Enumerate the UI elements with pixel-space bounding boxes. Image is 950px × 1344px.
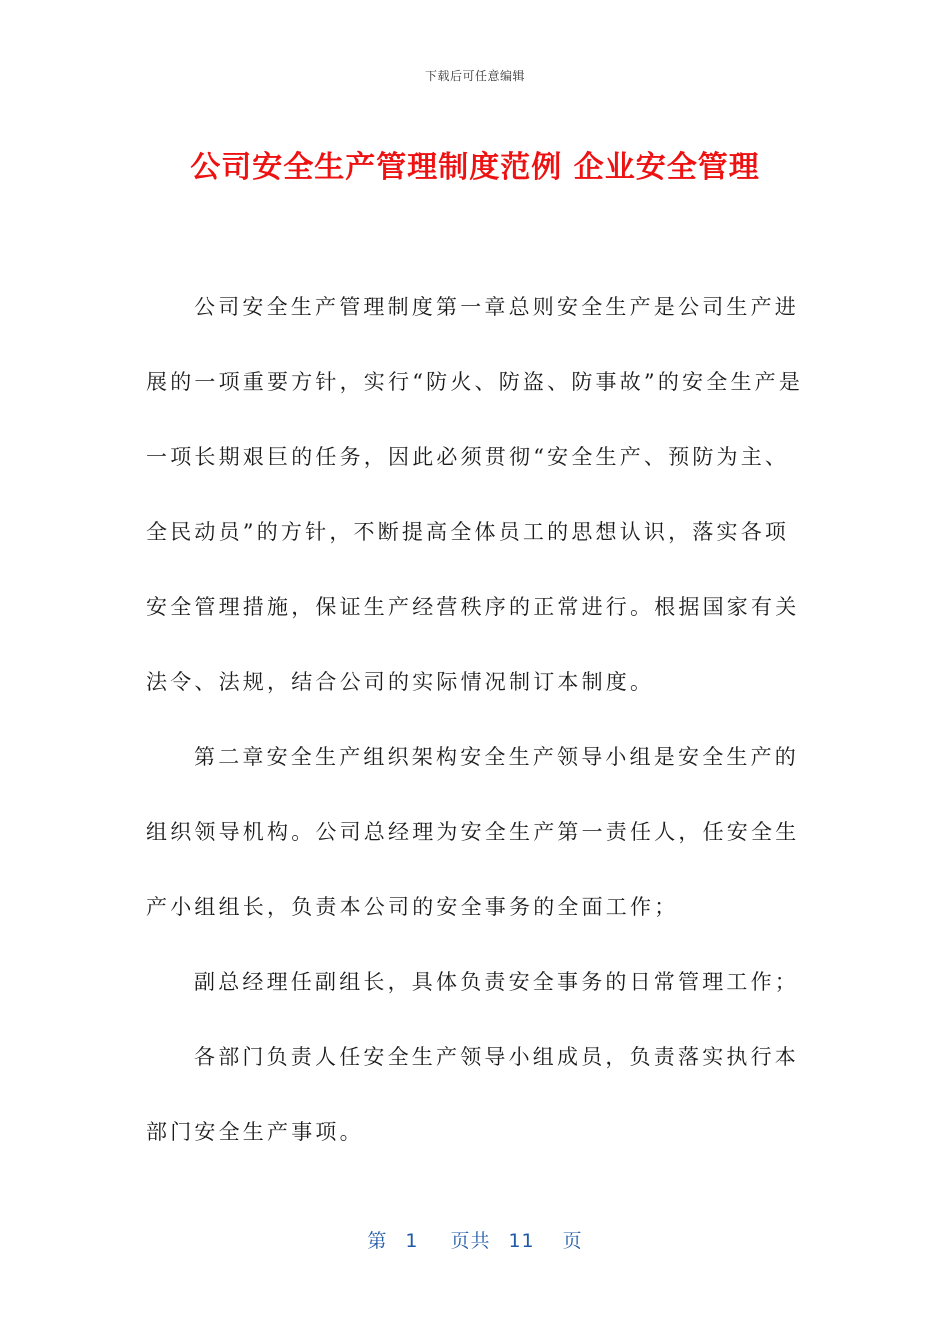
- header-note: 下载后可任意编辑: [424, 69, 525, 83]
- page-current-number: 1: [405, 1230, 419, 1252]
- paragraph: 副总经理任副组长，具体负责安全事务的日常管理工作；: [194, 970, 799, 994]
- document-title: 公司安全生产管理制度范例 企业安全管理: [190, 150, 760, 185]
- page-total-number: 11: [508, 1230, 535, 1252]
- page-middle-text: 页共: [450, 1230, 491, 1252]
- paragraph: 公司安全生产管理制度第一章总则安全生产是公司生产进展的一项重要方针，实行“防火、防盗、防事故”的安全生产是一项长期艰巨的任务，因此必须贯彻“安全生产、预防为主、全民动员”的方针，不断提高全体员工的思想认识，落实各项安全管理措施，保证生产经营秩序的正常进行。根据国家有关法令、法规，结合公司的实际情况制订本制度。: [146, 295, 804, 694]
- paragraph: 第二章安全生产组织架构安全生产领导小组是安全生产的组织领导机构。公司总经理为安全生产第一责任人，任安全生产小组组长，负责本公司的安全事务的全面工作；: [146, 745, 800, 919]
- page-footer: [0, 1226, 950, 1253]
- page-suffix: 页: [562, 1230, 583, 1252]
- paragraph: 各部门负责人任安全生产领导小组成员，负责落实执行本部门安全生产事项。: [146, 1045, 799, 1144]
- document-body: [146, 270, 806, 1170]
- page-prefix: 第: [367, 1230, 388, 1252]
